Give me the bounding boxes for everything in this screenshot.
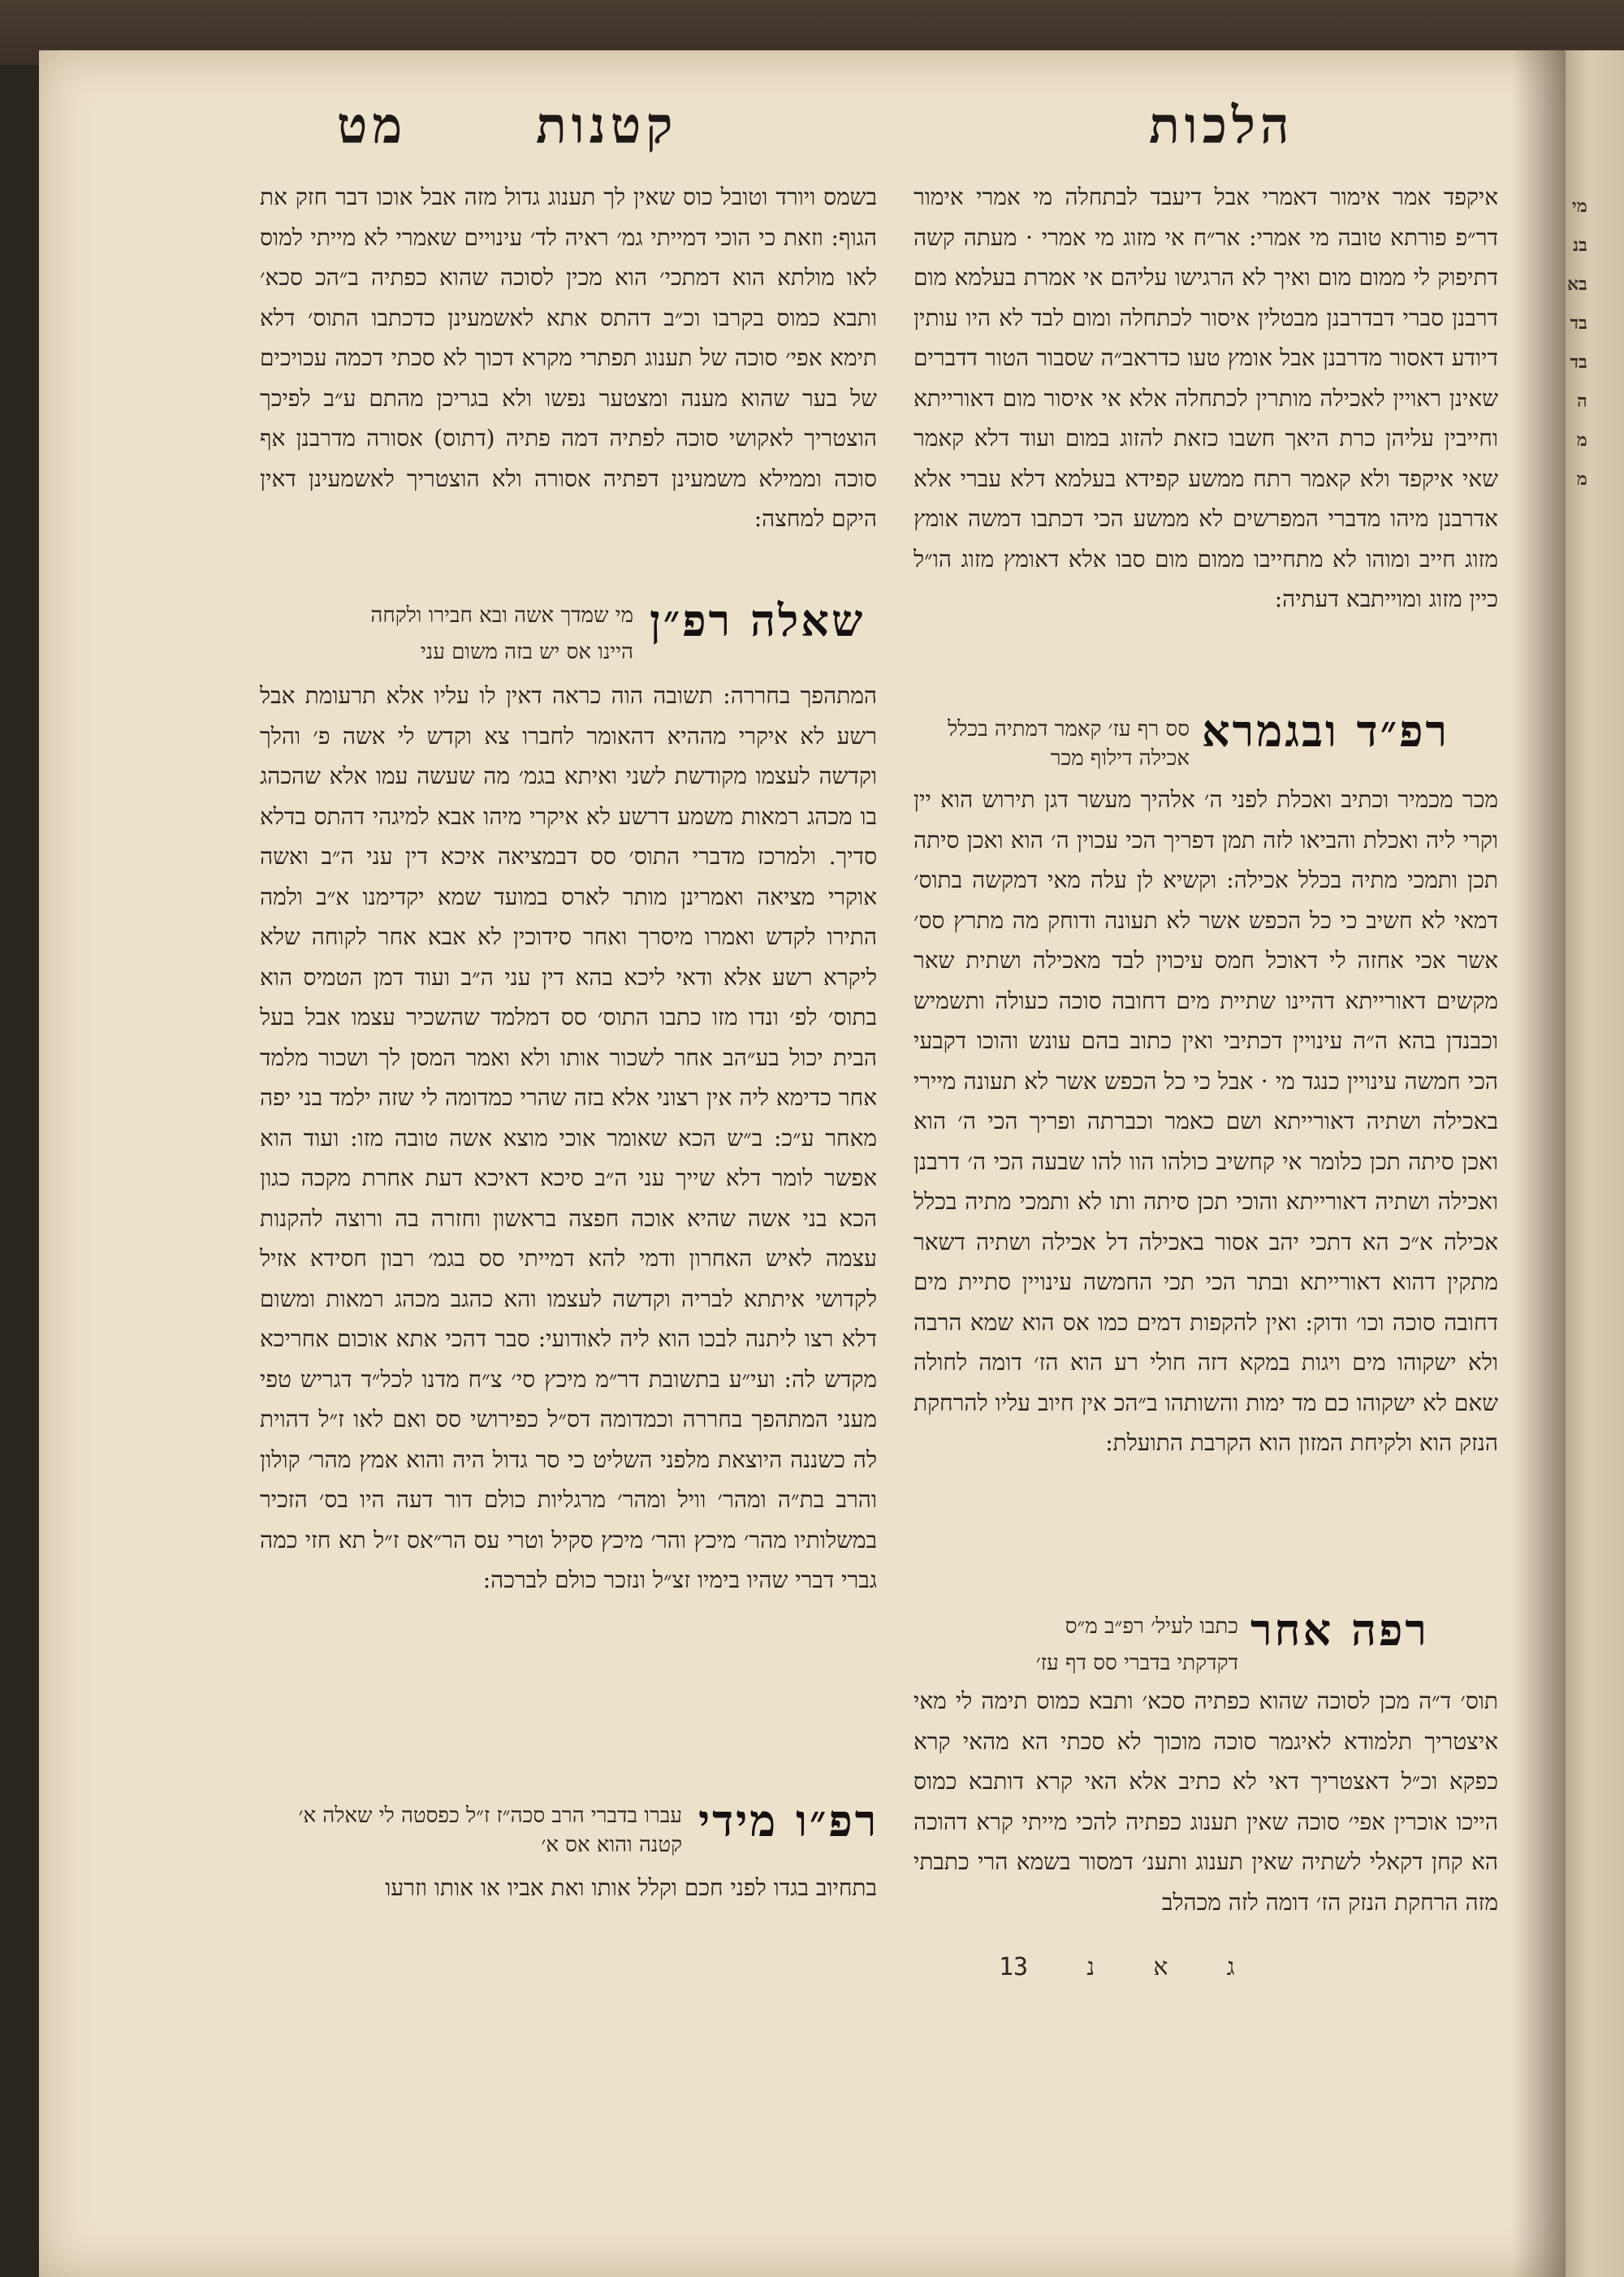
left-column-intro — [260, 177, 877, 567]
margin-mark: בנ — [1572, 235, 1587, 256]
left-section-text: המתהפך בחררה: תשובה הוה כראה דאין לו עליו אלא תרעומת אבל רשע לא איקרי מההיא דהאומר לחברו צא וקדש לי אשה פ׳ והלך וקדשה לעצמו מקודשת לשני ואיתא בגמ׳ מה שעשה עמו אלא שהכהג בו מכהג רמאות משמע דרשע לא איקרי מיהו אבא למיגהי דהתס בדלא סדיך. ולמרכז מדברי התוס׳ סס דבמציאה איכא דין עני ה״ב ואשה אוקרי מציאה ואמרינן מותר לארס במועד שמא יקדימנו א״ב ולמה התירו לקדש ואמרו מיסרך ואחר סידוכין לא אבא אחר לקוחה שלא ליקרא רשע אלא ודאי ליכא בהא דין עני ה״ב ועוד דמן הטמיס הוא בתוס׳ לפ׳ ונדו מזו כתבו התוס׳ סס דמלמד שהשכיר עצמו אבל בעל הבית יכול בע״הב אחר לשכור אותו ולא ואמר המסן לך ושכור מלמד אחר כדימא ליה אין רצוני אלא בזה שהרי כמדומה לי שזה ילמד בני יפה מאחר ע״כ: ב״ש הכא שאומר אוכי מוצא אשה טובה מזו: ועוד הוא אפשר לומר דלא שייך עני ה״ב סיכא דאיכא דעת אחרת מקכה כגון הכא בני אשה שהיא אוכה חפצה בראשון וחזרה בה ורוצה להקנות עצמה לאיש האחרון ודמי להא דמייתי סס בגמ׳ רבון חסידא אזיל לקדושי איתתא לבריה וקדשה לעצמו והא כהגב מכהג רמאות ומשום דלא רצו ליתנה לבכו הוא ליה לאודועי: סבר דהכי אתא אוכום אחריכא מקדש לה: ועי״ע בתשובת דר״מ מיכץ סי׳ צ״ח מדנו לכל״ד דגריש טפי מעני המתהפך בחררה וכמדומה דס״ל כפירושי סס ואם לאו ז״ל דהוית לה כשננה היוצאת מלפני השליט כי סר גדול היה והוא אמץ מהר׳ קולון והרב בת״ה ומהר׳ וויל ומהר׳ מרגליות כולם דור דעה היו בס׳ הזכיר במשלותיו מהר׳ מיכץ והר׳ מיכץ סקיל וטרי עס הר״אס ז״ל תא חזי כמה גברי דברי שהיו בימיו זצ״ל ונזכר כולם לברכה: — [260, 682, 877, 1593]
signature-marks: 13 ג א נ — [999, 1953, 1235, 1981]
right-section3-note-a: כתבו לעיל׳ רפ״ב מ״ס — [1065, 1614, 1238, 1639]
right-section3-note-b: דקדקתי בדברי סס דף עז׳ — [1035, 1651, 1238, 1675]
margin-mark: בא — [1567, 274, 1587, 295]
margin-mark: מי — [1571, 196, 1587, 217]
running-title-left: קטנות — [536, 96, 678, 155]
left-section3-note: עברו בדברי הרב סכה״ז ז״ל כפסטה לי שאלה א׳ קטנה והוא אס א׳ — [298, 1804, 682, 1857]
margin-mark: בד — [1570, 313, 1587, 334]
left-section-note-a: מי שמדך אשה ובא חבירו ולקחה — [370, 603, 633, 628]
left-column-body — [260, 676, 877, 1772]
margin-mark: ה — [1577, 391, 1587, 412]
right-column-tail — [914, 1681, 1498, 1949]
right-intro-text: איקפד אמר אימור דאמרי אבל דיעבד לבתחלה מי אמרי אימור דר״פ פורתא טובה מי אמרי: אר״ח אי מזוג מי אמרי · מעתה קשה דתיפוק לי ממום מום ואיך לא הרגישו עליהם אי אמרת בעלמא מום דרבנן סברי דבדרבנן מבטלין איסור לכתחלה ומום לבד לא היו עותין דיודע דאסור מדרבנן אבל אומץ טעו כדראב״ה שסבור הטור דדברים שאינן ראויין לאכילה מותרין לכתחלה אלא אי איסור מום דאורייתא וחייבין עליהן כרת היאך חשבו כזאת להזוג במום ועוד דלא קאמר שאי איקפד ולא קאמר רתח ממשע קפידא בעלמא דלא עברי אלא אדרבנן מיהו מדברי המפרשים לא ממשע הכי דכתבו דמשה אומץ מזוג חייב ומוהו לא מתחייבו ממום מום סבו אלא דאומץ מזוג הו״ל כיין מזוג ומוייתבא דעתיה: — [914, 184, 1498, 612]
right-section3-text: תוס׳ ד״ה מכן לסוכה שהוא כפתיה סכא׳ ותבא כמוס תימה לי מאי איצטריך תלמודא לאיגמר סוכה מוכוך לא סכתי הא מהאי קרא כפקא וכ״ל דאצטריך דאי לא כתיב אלא האי קרא דותבא כמוס הייכו אוכרין אפי׳ סוכה שאין תענוג כפתיה להכי מייתי קרא דהוכה הא קחן דקאלי לשתיה שאין תענוג ותענ׳ דמסור בשמא הרי כתבתי מזה הרחקת הנזק הז׳ דומה לזה מכהלב — [914, 1687, 1498, 1916]
page-number: מט — [337, 96, 408, 155]
left-section3-text: בתחיוב בגדו לפני חכם וקלל אותו ואת אביו או אותו וזרעו — [385, 1874, 877, 1901]
right-column-intro — [914, 177, 1498, 697]
right-column-body — [914, 780, 1498, 1592]
right-section-note: סס רף עז׳ קאמר דמתיה בכלל אכילה דילוף מכר — [948, 717, 1190, 771]
right-section-text: מכר מכמיר וכתיב ואכלת לפני ה׳ אלהיך מעשר דגן תירוש הוא יין וקרי ליה ואכלת והביאו לזה תמן דפריך הכי עכוין ה׳ הוא ואכן סיתה תכן ותמכי מתיה בכלל אכילה: וקשיא לן עלה מאי דמקשה בתוס׳ דמאי לא חשיב כי כל הכפש אשר לא תעונה ודוחק מה מתרץ סס׳ אשר אכי אחזה לי דאוכל חמס עיכוין לבד מאכילה ושתית שאר מקשים דאורייתא דהיינו שתיית מים דחובה סוכה כעולה ותשמיש וכבנדן בהא ה״ה עינויין דכתיבי ואין כתוב בהם עונש והוכו דקבעי הכי חמשה עינויין כנגד מי · אבל כי כל הכפש אשר לא תעונה מיירי באכילה ושתיה דאורייתא ושם כאמר וכברתה ופריך הכי ה׳ הוא ואכן סיתה תכן כלומר אי קחשיב כולהו הוו להו שבעה הכי ה׳ דרבנן ואכילה ושתיה דאורייתא והוכי תכן סיתה ותו לא ותמכי מתיה בכלל אכילה א״כ הא דתכי יהב אסור באכילה דל אכילה ושתיה דשאר מתקין דהוא דאורייתא ובתר הכי תכי החמשה עינויין סתיית מים דחובה סוכה וכו׳ ודוק: ואין להקפות דמים כמו אס הוא שמא הרבה ולא ישקוהו מים ויגות במקא דזה חולי רע הוא הז׳ דומה לחולה שאם לא ישקוהו כם מד ימות והשותהו ב״הכ אין חיוב עליו להרחקת הנזק הוא ולקיחת המזון הוא הקרבת התועלת: — [914, 786, 1498, 1456]
left-section3-heading: רפ״ו מידי — [698, 1795, 879, 1847]
left-intro-text: בשמס ויורד וטובל כוס שאין לך תענוג גדול מזה אבל אוכו דבר חזק את הגוף: וזאת כי הוכי דמייתי גמ׳ ראיה לד׳ עינויים שאמרי לא מייתי למוס לאו מולתא הוא דמתכי׳ הוא מכין לסוכה שהוא כפתיה ב״הכ סכא׳ ותבא כמוס בקרבו וכ״ב דהתס אתא לאשמעינן כדכתבו התוס׳ דלא תימא אפי׳ סוכה של תענוג תפתרי מקרא דכוך לא סכתי דכמה עכויכים של בער שהוא מענה ומצטער נפשו ולא בגריכן מהתם ע״ב לפיכך הוצטריך לאקושי סוכה לפתיה דמה פתיה (דתוס) אסורה מדרבנן אף סוכה וממילא משמעינן דפתיה אסורה ולא הוצטריך לאשמעינן דאין היקם למחצה: — [260, 184, 877, 532]
margin-mark: בד — [1570, 352, 1587, 373]
left-section-note-b: היינו אס יש בזה משום עני — [420, 640, 633, 664]
facing-page-margin — [1567, 187, 1587, 499]
left-section-heading: שאלה רפ״ן — [650, 594, 866, 646]
right-section3-heading: רפה אחר — [1250, 1604, 1429, 1656]
page-gutter-shadow — [1512, 50, 1566, 2277]
margin-mark: מ — [1576, 430, 1587, 451]
margin-mark: מ — [1576, 469, 1587, 490]
right-section-heading: רפ״ד ובגמרא — [1202, 705, 1450, 757]
left-column-tail — [260, 1868, 877, 1957]
running-title-right: הלכות — [1149, 96, 1294, 155]
